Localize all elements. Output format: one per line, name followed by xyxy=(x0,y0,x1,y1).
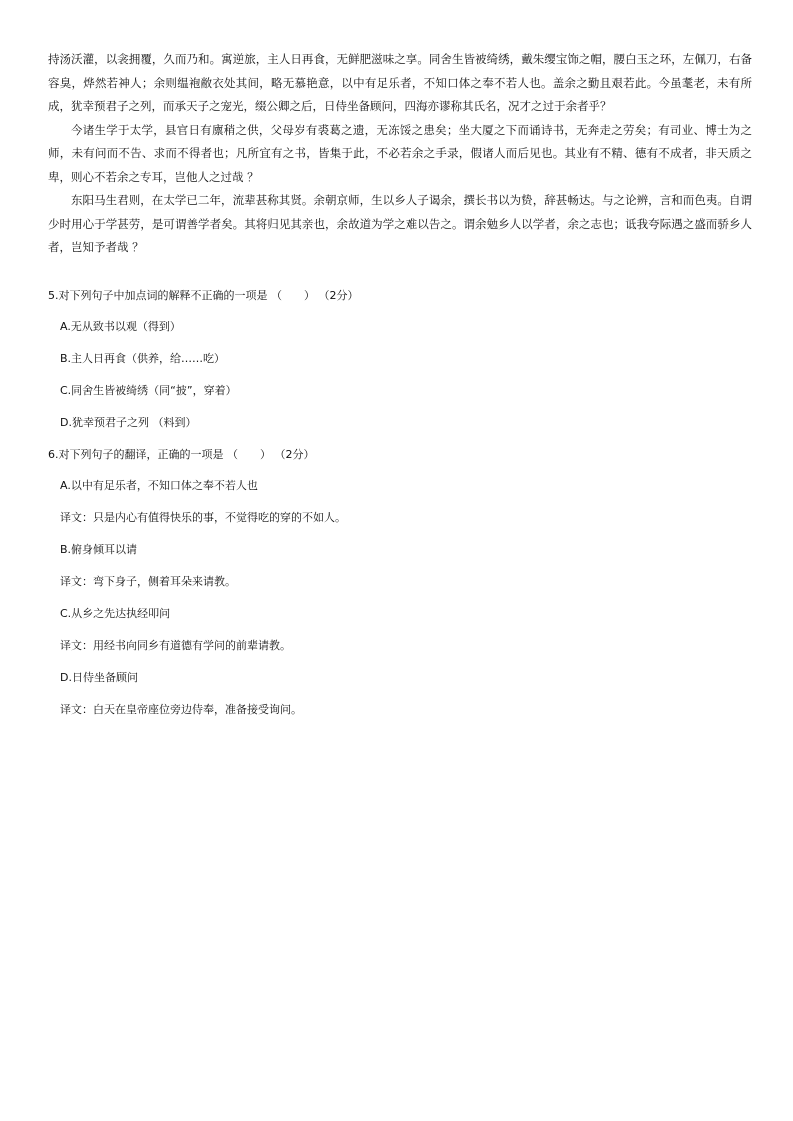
question-6-option-d-translation: 译文：白天在皇帝座位旁边侍奉，准备接受询问。 xyxy=(60,703,302,716)
question-6-option-c: C.从乡之先达执经叩问 xyxy=(60,607,171,620)
question-6-option-b-translation: 译文：弯下身子，侧着耳朵来请教。 xyxy=(60,575,236,588)
question-6-option-a: A.以中有足乐者，不知口体之奉不若人也 xyxy=(60,479,258,492)
question-5-stem: 5.对下列句子中加点词的解释不正确的一项是 （ ） （2分） xyxy=(48,289,359,302)
question-5 xyxy=(48,285,752,444)
passage-paragraph-2: 今诸生学于太学，县官日有廪稍之供，父母岁有裘葛之遗，无冻馁之患矣；坐大厦之下而诵诗书，无奔走之劳矣；有司业、博士为之师，未有问而不告、求而不得者也；凡所宜有之书，皆集于此，不必若余之手录，假诸人而后见也。其业有不精、德有不成者，非天质之卑，则心不若余之专耳，岂他人之过哉 ？ xyxy=(48,122,752,184)
classical-passage xyxy=(48,48,752,260)
passage-paragraph-3: 东阳马生君则，在太学已二年，流辈甚称其贤。余朝京师，生以乡人子谒余，撰长书以为贽，辞甚畅达。与之论辨，言和而色夷。自谓少时用心于学甚劳，是可谓善学者矣。其将归见其亲也，余故道为学之难以告之。谓余勉乡人以学者，余之志也；诋我夸际遇之盛而骄乡人者，岂知予者哉 ？ xyxy=(48,193,752,254)
question-5-option-c: C.同舍生皆被绮绣（同“披”，穿着） xyxy=(60,384,237,397)
question-5-option-a: A.无从致书以观（得到） xyxy=(60,320,181,333)
question-5-option-b: B.主人日再食（供养，给……吃） xyxy=(60,352,226,365)
question-6 xyxy=(48,444,752,731)
question-6-stem: 6.对下列句子的翻译，正确的一项是 （ ） （2分） xyxy=(48,448,315,461)
question-6-option-a-translation: 译文：只是内心有值得快乐的事，不觉得吃的穿的不如人。 xyxy=(60,511,346,524)
question-6-option-b: B.俯身倾耳以请 xyxy=(60,543,138,556)
question-6-option-c-translation: 译文：用经书向同乡有道德有学问的前辈请教。 xyxy=(60,639,291,652)
question-6-option-d: D.日侍坐备顾问 xyxy=(60,671,138,684)
question-5-option-d: D.犹幸预君子之列 （料到） xyxy=(60,416,197,429)
question-section xyxy=(48,285,752,731)
passage-paragraph-1: 持汤沃灌，以衾拥覆，久而乃和。寓逆旅，主人日再食，无鲜肥滋味之享。同舍生皆被绮绣，戴朱缨宝饰之帽，腰白玉之环，左佩刀，右备容臭，烨然若神人；余则缊袍敝衣处其间，略无慕艳意，以中有足乐者，不知口体之奉不若人也。盖余之勤且艰若此。今虽耄老，未有所成，犹幸预君子之列，而承天子之宠光，缀公卿之后，日侍坐备顾问，四海亦谬称其氏名，况才之过于余者乎？ xyxy=(48,52,752,113)
